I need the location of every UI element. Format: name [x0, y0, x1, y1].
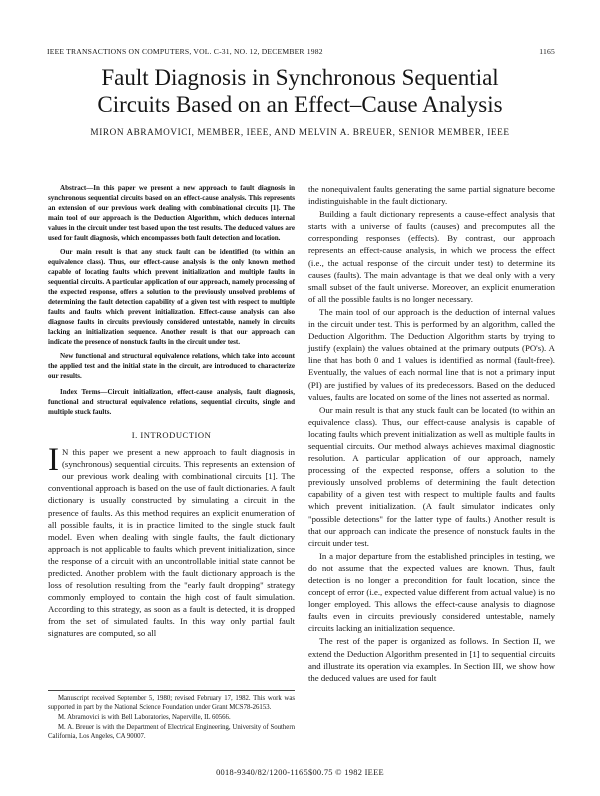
footnote-author-1: M. Abramovici is with Bell Laboratories, Naperville, IL 60566.: [58, 714, 231, 721]
intro-paragraph-1-text: N this paper we present a new approach to fault diagnosis in (synchronous) sequential circuits. This represents an extension of our previous work dealing with combinational circuits [1]. The conventional approach is based on the use of fault dictionaries. A fault dictionary is usually constructed by simulating a circuit in the presence of faults. As this method requires an explicit enumeration of all possible faults, it is in practice limited to the single stuck fault model. Even when dealing with single faults, the fault dictionary approach is not applicable to faults which prevent initialization, since the response of a circuit with an uncontrollable initial state cannot be predicted. Another problem with the fault dictionary approach is the loss of resolution resulting from the "early fault dropping" strategy commonly employed to contain the high cost of fault simulation. According to this strategy, as soon as a fault is detected, it is dropped from the set of simulated faults. In this way only partial fault signatures are computed, so all: [48, 447, 295, 639]
index-terms: Index Terms—Circuit initialization, effect-cause analysis, fault diagnosis, functional and structural equivalence relations, sequential circuits, single and multiple stuck faults.: [48, 387, 295, 416]
abstract-paragraph-3: New functional and structural equivalence relations, which take into account the applied test and the initial state in the circuit, are introduced to characterize our results.: [48, 351, 295, 380]
right-paragraph-3: Our main result is that any stuck fault can be located (to within an equivalence class). Thus, our effect-cause analysis is capable of locating faults which prevent initialization as well as multiple faults in sequential circuits. Our method always achieves maximal diagnostic resolution. A particular application of our approach, namely processing of the expected response, offers a solution to the previously unsolved problems of determining the fault detection capability of a given test with respect to multiple faults and faults which prevent initialization. (A fault simulator indicates only "possible detections" for the latter type of faults.) Another result is that our approach can indicate the presence of nonstuck faults in the circuit under test.: [308, 404, 555, 548]
right-paragraph-4: In a major departure from the established principles in testing, we do not assume that the expected values are known. Thus, fault detection is no longer a precondition for fault location, since the concept of error (i.e., expected value different from actual value) is no longer employed. This allows the effect-cause analysis to diagnose faults even in circuits previously considered untestable, namely circuits lacking an initialization sequence.: [308, 550, 555, 634]
right-paragraph-2: The main tool of our approach is the deduction of internal values in the circuit under test. This is performed by an algorithm, called the Deduction Algorithm. The Deduction Algorithm starts by trying to justify (explain) the values obtained at the primary outputs (PO's). A line that has both 0 and 1 values is identified as normal (fault-free). Eventually, the values of each normal line that is not a primary input (PI) are justified by values of its predecessors. Based on the deduced values, faults are located on some of the lines not asserted as normal.: [308, 306, 555, 402]
title-line-2: Circuits Based on an Effect–Cause Analysis: [97, 92, 503, 117]
paper-title: [40, 64, 560, 118]
intro-paragraph-1: [48, 442, 295, 640]
right-paragraph-5: The rest of the paper is organized as follows. In Section II, we extend the Deduction Algorithm presented in [1] to sequential circuits and illustrate its operation via examples. In Section III, we show how the deduced values are used for fault: [308, 636, 555, 683]
right-column: [308, 183, 555, 685]
footnote-author-2: M. A. Breuer is with the Department of Electrical Engineering, University of Southern California, Los Angeles, CA 90007.: [48, 724, 295, 740]
right-paragraph-1: Building a fault dictionary represents a cause-effect analysis that starts with a universe of faults (causes) and precomputes all the corresponding responses (effects). By contrast, our approach represents an effect-cause analysis, in which we process the effect (i.e., the actual response of the circuit under test) to determine its causes (faults). The main advantage is that we deal only with a very small subset of the fault universe. Moreover, an explicit enumeration of all the possible faults is no longer necessary.: [308, 209, 555, 304]
footnote-manuscript: Manuscript received September 5, 1980; revised February 17, 1982. This work was supported in part by the National Science Foundation under Grant MCS78-26153.: [48, 695, 295, 711]
footnotes: [48, 690, 295, 742]
drop-cap: I: [48, 442, 59, 479]
copyright-line: 0018-9340/82/1200-1165$00.75 © 1982 IEEE: [216, 768, 384, 777]
running-header: [47, 47, 555, 56]
right-paragraph-0: the nonequivalent faults generating the same partial signature become indistinguishable in the fault dictionary.: [308, 184, 555, 207]
abstract-paragraph-2: Our main result is that any stuck fault can be identified (to within an equivalence class). Thus, our effect-cause analysis is the only known method capable of locating faults which prevent initialization and multiple faults in sequential circuits. A particular application of our approach, namely processing of the expected response, offers a solution to the previously unsolved problems of determining the fault detection capability of a given test with respect to multiple faults and faults which prevent initialization. Effect-cause analysis can also diagnose faults in circuits previously considered untestable, namely in circuits lacking an initialization sequence. Another result is that our approach can indicate the presence of nonstuck faults in the circuit under test.: [48, 247, 295, 347]
title-line-1: Fault Diagnosis in Synchronous Sequential: [101, 65, 499, 90]
page-number: 1165: [539, 47, 555, 56]
journal-citation: IEEE TRANSACTIONS ON COMPUTERS, VOL. C-31, NO. 12, DECEMBER 1982: [47, 47, 323, 56]
author-line: MIRON ABRAMOVICI, MEMBER, IEEE, AND MELVIN A. BREUER, SENIOR MEMBER, IEEE: [90, 127, 510, 137]
section-heading-introduction: I. INTRODUCTION: [131, 430, 212, 441]
abstract-paragraph-1: Abstract—In this paper we present a new approach to fault diagnosis in synchronous sequential circuits based on an effect-cause analysis. This represents an extension of our previous work dealing with combinational circuits [1]. The main tool of our approach is the Deduction Algorithm, which deduces internal values in the circuit under test based upon the test results. The deduced values are used for fault diagnosis, which encompasses both fault detection and location.: [48, 184, 295, 243]
left-column: [48, 183, 295, 640]
